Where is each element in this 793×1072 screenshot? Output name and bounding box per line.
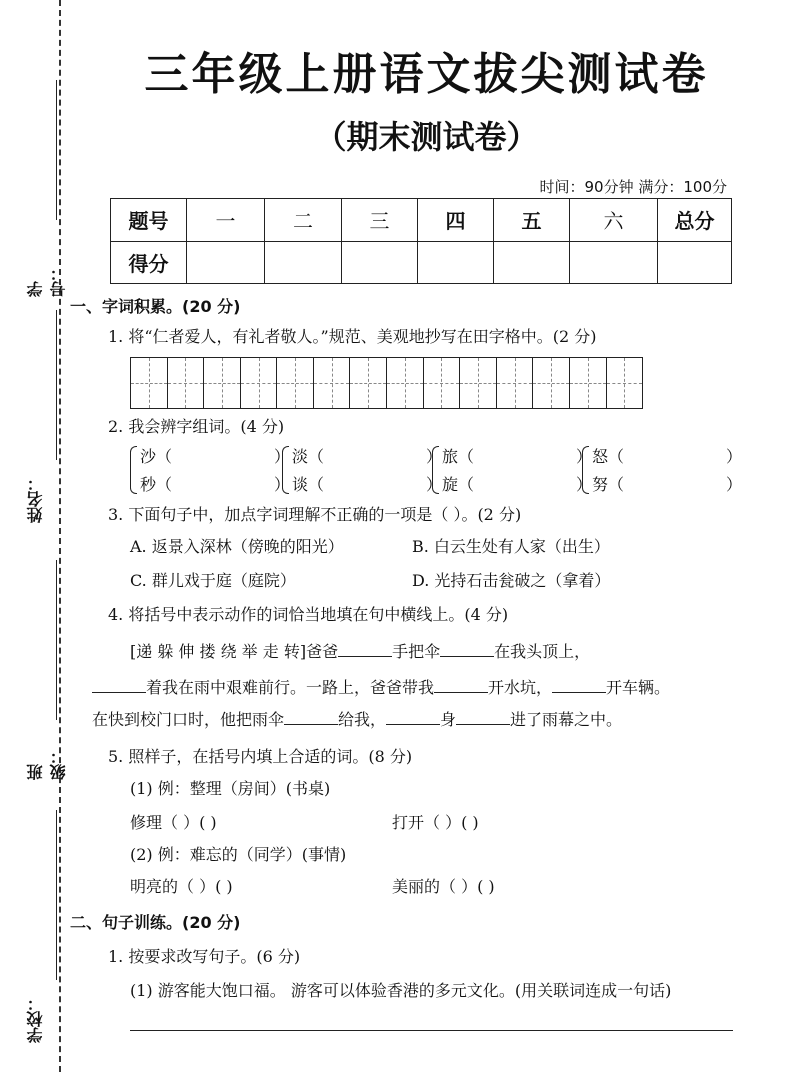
char-pair-top[interactable]: 旅（ ） — [442, 447, 592, 466]
tianzige-cell[interactable] — [533, 358, 570, 408]
tianzige-cell[interactable] — [131, 358, 168, 408]
tianzige-cell[interactable] — [204, 358, 241, 408]
score-header-cell: 总分 — [658, 199, 732, 242]
tianzige-cell[interactable] — [424, 358, 461, 408]
option-a[interactable]: A. 返景入深林（傍晚的阳光） — [130, 537, 344, 556]
class-label: 班级： — [26, 748, 68, 780]
tianzige-cell[interactable] — [314, 358, 351, 408]
school-field — [18, 810, 58, 1060]
score-header-cell: 一 — [187, 199, 265, 242]
q4-line-3: 在快到校门口时，他把雨伞 给我， 身 进了雨幕之中。 — [92, 710, 623, 729]
section2-title: 二、句子训练。(20 分) — [70, 913, 241, 932]
score-input-cell[interactable] — [342, 241, 418, 284]
name-line[interactable] — [56, 310, 57, 460]
question-1-2: 2. 我会辨字组词。(4 分) — [108, 417, 285, 436]
class-field — [18, 560, 68, 780]
tianzige-cell[interactable] — [497, 358, 534, 408]
tianzige-cell[interactable] — [241, 358, 278, 408]
student-id-label: 学号： — [26, 265, 68, 297]
brace-mark — [282, 446, 289, 494]
score-header-cell: 三 — [342, 199, 418, 242]
char-pair-bottom[interactable]: 谈（ ） — [292, 475, 442, 494]
char-pair-group — [130, 444, 290, 496]
option-d[interactable]: D. 光持石击瓮破之（拿着） — [412, 571, 611, 590]
name-field — [18, 310, 58, 530]
q5-fill-1b[interactable]: 打开（ ）( ) — [392, 813, 479, 832]
score-input-cell[interactable] — [187, 241, 265, 284]
score-input-cell[interactable] — [658, 241, 732, 284]
char-pair-group — [432, 444, 592, 496]
char-pair-bottom[interactable]: 旋（ ） — [442, 475, 592, 494]
question-1-1: 1. 将“仁者爱人，有礼者敬人。”规范、美观地抄写在田字格中。(2 分) — [108, 327, 597, 346]
name-label: 姓名： — [26, 475, 45, 523]
fill-blank[interactable] — [338, 640, 392, 657]
fill-blank[interactable] — [456, 708, 510, 725]
score-input-cell[interactable] — [265, 241, 342, 284]
score-input-cell[interactable] — [570, 241, 658, 284]
char-pair-bottom[interactable]: 努（ ） — [592, 475, 742, 494]
class-line[interactable] — [56, 560, 57, 720]
question-1-5: 5. 照样子，在括号内填上合适的词。(8 分) — [108, 747, 413, 766]
section1-title: 一、字词积累。(20 分) — [70, 297, 241, 316]
score-header-cell: 二 — [265, 199, 342, 242]
exam-subtitle: （期末测试卷） — [314, 118, 539, 156]
tianzige-grid[interactable] — [130, 357, 643, 409]
q5-fill-2b[interactable]: 美丽的（ ）( ) — [392, 877, 495, 896]
fill-blank[interactable] — [92, 676, 146, 693]
time-info: 时间：90分钟 满分：100分 — [539, 178, 727, 196]
fill-blank[interactable] — [440, 640, 494, 657]
tianzige-cell[interactable] — [570, 358, 607, 408]
char-pair-top[interactable]: 怒（ ） — [592, 447, 742, 466]
fill-blank[interactable] — [284, 708, 338, 725]
school-label: 学校： — [26, 995, 45, 1043]
question-1-4: 4. 将括号中表示动作的词恰当地填在句中横线上。(4 分) — [108, 605, 509, 624]
fill-blank[interactable] — [434, 676, 488, 693]
tianzige-cell[interactable] — [168, 358, 205, 408]
question-2-1: 1. 按要求改写句子。(6 分) — [108, 947, 301, 966]
score-table — [110, 198, 732, 284]
q5-example-1: (1) 例：整理（房间）(书桌) — [130, 779, 331, 798]
binding-dashed-line — [59, 0, 61, 1072]
score-table-header-row — [111, 199, 732, 242]
score-header-cell: 四 — [418, 199, 494, 242]
brace-mark — [432, 446, 439, 494]
fill-blank[interactable] — [386, 708, 440, 725]
char-pair-group — [582, 444, 742, 496]
score-input-cell[interactable] — [494, 241, 570, 284]
score-table-score-row — [111, 241, 732, 284]
tianzige-cell[interactable] — [607, 358, 643, 408]
score-row-label: 得分 — [111, 241, 187, 284]
option-b[interactable]: B. 白云生处有人家（出生） — [412, 537, 610, 556]
q5-fill-2a[interactable]: 明亮的（ ）( ) — [130, 877, 233, 896]
q4-line-1: [递 躲 伸 搂 绕 举 走 转]爸爸 手把伞 在我头顶上， — [130, 642, 591, 661]
q5-fill-1a[interactable]: 修理（ ）( ) — [130, 813, 217, 832]
tianzige-cell[interactable] — [387, 358, 424, 408]
tianzige-cell[interactable] — [460, 358, 497, 408]
char-pair-group — [282, 444, 442, 496]
brace-mark — [130, 446, 137, 494]
brace-mark — [582, 446, 589, 494]
score-header-cell: 五 — [494, 199, 570, 242]
char-pair-top[interactable]: 沙（ ） — [140, 447, 290, 466]
question-2-1-1: (1) 游客能大饱口福。 游客可以体验香港的多元文化。(用关联词连成一句话) — [130, 981, 672, 1000]
school-line[interactable] — [56, 810, 57, 980]
score-input-cell[interactable] — [418, 241, 494, 284]
tianzige-cell[interactable] — [277, 358, 314, 408]
q5-example-2: (2) 例：难忘的（同学）(事情) — [130, 845, 347, 864]
score-header-cell: 题号 — [111, 199, 187, 242]
char-pair-bottom[interactable]: 秒（ ） — [140, 475, 290, 494]
tianzige-cell[interactable] — [350, 358, 387, 408]
word-bank: [递 躲 伸 搂 绕 举 走 转] — [130, 642, 307, 661]
score-header-cell: 六 — [570, 199, 658, 242]
question-1-3: 3. 下面句子中，加点字词理解不正确的一项是（ ）。(2 分) — [108, 505, 522, 524]
q4-line-2: 着我在雨中艰难前行。一路上，爸爸带我 开水坑， 开车辆。 — [92, 676, 670, 699]
exam-title: 三年级上册语文拔尖测试卷 — [144, 49, 709, 100]
answer-line[interactable] — [130, 1030, 733, 1031]
option-c[interactable]: C. 群儿戏于庭（庭院） — [130, 571, 296, 590]
fill-blank[interactable] — [552, 676, 606, 693]
char-pair-top[interactable]: 淡（ ） — [292, 447, 442, 466]
